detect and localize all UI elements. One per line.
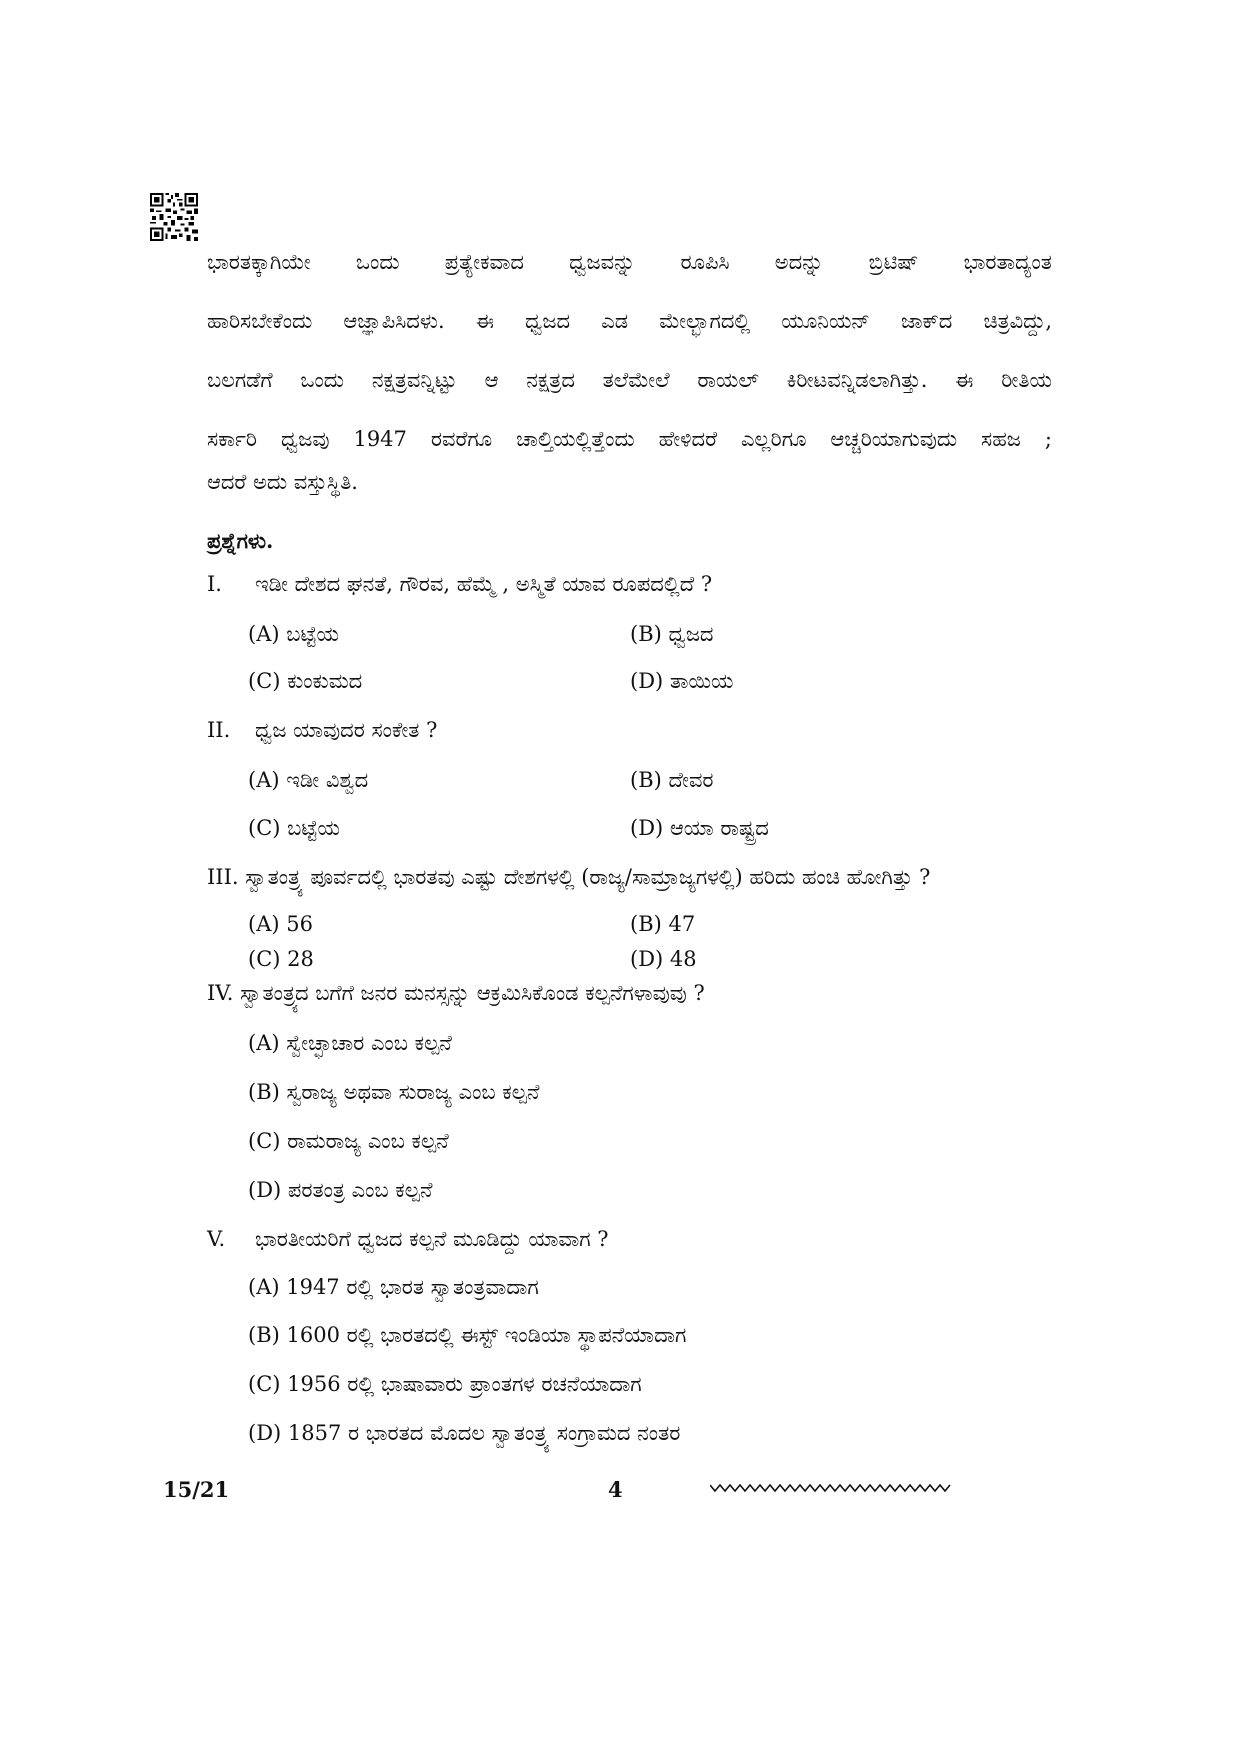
passage-word: ; bbox=[1044, 427, 1052, 451]
passage-word: ರೀತಿಯ bbox=[1001, 368, 1052, 392]
question-text: ಭಾರತೀಯರಿಗೆ ಧ್ವಜದ ಕಲ್ಪನೆ ಮೂಡಿದ್ದು ಯಾವಾಗ ? bbox=[255, 1227, 609, 1251]
question-2 bbox=[207, 718, 437, 743]
passage-word: ಬ್ರಿಟಿಷ್ bbox=[868, 250, 919, 274]
wavy-line-decoration bbox=[710, 1481, 960, 1495]
passage-word: ಭಾರತಕ್ಕಾಗಿಯೇ bbox=[207, 250, 311, 274]
passage-word: ಹಾರಿಸಬೇಕೆಂದು bbox=[207, 309, 313, 333]
passage-word: ಜಾಕ್‌ದ bbox=[901, 309, 953, 333]
passage-word: ರವರೆಗೂ bbox=[430, 427, 493, 451]
passage-word: ಧ್ವಜವು bbox=[280, 427, 330, 451]
page-number: 4 bbox=[608, 1477, 623, 1502]
passage-word: ಧ್ವಜವನ್ನು bbox=[569, 250, 636, 274]
passage-word: ಬಲಗಡೆಗೆ bbox=[207, 368, 273, 392]
passage-word: ಹೇಳಿದರೆ bbox=[658, 427, 718, 451]
option: (B) ಸ್ವರಾಜ್ಯ ಅಥವಾ ಸುರಾಜ್ಯ ಎಂಬ ಕಲ್ಪನೆ bbox=[248, 1080, 540, 1104]
question-text: ಇಡೀ ದೇಶದ ಘನತೆ, ಗೌರವ, ಹೆಮ್ಮೆ , ಅಸ್ಮಿತೆ ಯಾವ ರೂಪದಲ್ಲಿದೆ ? bbox=[255, 572, 713, 596]
passage-word: ಒಂದು bbox=[355, 250, 400, 274]
questions-heading: ಪ್ರಶ್ನೆಗಳು. bbox=[207, 528, 274, 553]
option: (A) ಬಟ್ಟೆಯ bbox=[248, 622, 340, 646]
option: (A) ಸ್ವೇಚ್ಛಾಚಾರ ಎಂಬ ಕಲ್ಪನೆ bbox=[248, 1031, 452, 1055]
question-text: ಸ್ವಾತಂತ್ರ್ಯ ಪೂರ್ವದಲ್ಲಿ ಭಾರತವು ಎಷ್ಟು ದೇಶಗಳಲ್ಲಿ (ರಾಜ್ಯ/ಸಾಮ್ರಾಜ್ಯಗಳಲ್ಲಿ) ಹರಿದು ಹಂಚಿ ಹೋಗಿತ್ತು ? bbox=[245, 865, 931, 889]
passage-word: ಕಿರೀಟವನ್ನಿಡಲಾಗಿತ್ತು. bbox=[786, 368, 928, 392]
option: (D) 1857 ರ ಭಾರತದ ಮೊದಲ ಸ್ವಾತಂತ್ರ್ಯ ಸಂಗ್ರಾಮದ ನಂತರ bbox=[248, 1421, 681, 1445]
passage-word: ಮೇಲ್ಭಾಗದಲ್ಲಿ bbox=[659, 309, 751, 333]
passage-word: ಅದನ್ನು bbox=[774, 250, 824, 274]
passage-word: ಎಲ್ಲರಿಗೂ bbox=[741, 427, 807, 451]
passage-word: ಸಹಜ bbox=[981, 427, 1021, 451]
passage-word: ಧ್ವಜದ bbox=[525, 309, 571, 333]
option: (D) ಪರತಂತ್ರ ಎಂಬ ಕಲ್ಪನೆ bbox=[248, 1178, 433, 1202]
option: (D) ತಾಯಿಯ bbox=[630, 669, 734, 693]
passage-word: ನಕ್ಷತ್ರದ bbox=[526, 368, 575, 392]
passage-word: ರೂಪಿಸಿ bbox=[680, 250, 730, 274]
passage-line bbox=[207, 250, 1052, 275]
question-1 bbox=[207, 572, 712, 597]
question-text: ಸ್ವಾತಂತ್ರ್ಯದ ಬಗೆಗೆ ಜನರ ಮನಸ್ಸನ್ನು ಆಕ್ರಮಿಸಿಕೊಂಡ ಕಲ್ಪನೆಗಳಾವುವು ? bbox=[240, 981, 705, 1005]
passage-word: ರಾಯಲ್ bbox=[697, 368, 759, 392]
passage-word: ಸರ್ಕಾರಿ bbox=[207, 427, 257, 451]
qr-code-icon bbox=[150, 193, 198, 241]
passage-line bbox=[207, 309, 1052, 334]
option: (C) 28 bbox=[248, 947, 314, 971]
question-4 bbox=[207, 981, 705, 1006]
passage-word: ಚಾಲ್ತಿಯಲ್ಲಿತ್ತೆಂದು bbox=[516, 427, 635, 451]
option: (A) ಇಡೀ ವಿಶ್ವದ bbox=[248, 768, 369, 792]
passage-word: ಯೂನಿಯನ್ bbox=[781, 309, 870, 333]
option: (C) ರಾಮರಾಜ್ಯ ಎಂಬ ಕಲ್ಪನೆ bbox=[248, 1129, 449, 1153]
question-text: ಧ್ವಜ ಯಾವುದರ ಸಂಕೇತ ? bbox=[255, 718, 438, 742]
passage-word: ಚಿತ್ರವಿದ್ದು, bbox=[983, 309, 1052, 333]
footer-code: 15/21 bbox=[163, 1477, 230, 1502]
option: (B) ಧ್ವಜದ bbox=[630, 622, 714, 646]
passage-word: ಭಾರತಾದ್ಯಂತ bbox=[963, 250, 1052, 274]
passage-line bbox=[207, 368, 1052, 393]
option: (B) 47 bbox=[630, 912, 696, 936]
question-number: V. bbox=[207, 1227, 226, 1251]
option: (C) ಬಟ್ಟೆಯ bbox=[248, 816, 340, 840]
option: (D) ಆಯಾ ರಾಷ್ಟ್ರದ bbox=[630, 816, 769, 840]
passage-word: ತಲೆಮೇಲೆ bbox=[602, 368, 670, 392]
option: (C) 1956 ರಲ್ಲಿ ಭಾಷಾವಾರು ಪ್ರಾಂತಗಳ ರಚನೆಯಾದಾಗ bbox=[248, 1372, 642, 1396]
passage-word: ನಕ್ಷತ್ರವನ್ನಿಟ್ಟು bbox=[371, 368, 457, 392]
passage-word: ಪ್ರತ್ಯೇಕವಾದ bbox=[444, 250, 524, 274]
passage-word: ಈ bbox=[475, 309, 494, 333]
passage-word: ಆ bbox=[484, 368, 499, 392]
passage-word: ಎಡ bbox=[601, 309, 629, 333]
option: (A) 56 bbox=[248, 912, 313, 936]
option: (B) 1600 ರಲ್ಲಿ ಭಾರತದಲ್ಲಿ ಈಸ್ಟ್ ಇಂಡಿಯಾ ಸ್ಥಾಪನೆಯಾದಾಗ bbox=[248, 1323, 687, 1347]
option: (C) ಕುಂಕುಮದ bbox=[248, 669, 363, 693]
question-number: I. bbox=[207, 572, 222, 596]
passage-word: ಆಜ್ಞಾಪಿಸಿದಳು. bbox=[343, 309, 445, 333]
passage-last-line: ಆದರೆ ಅದು ವಸ್ತುಸ್ಥಿತಿ. bbox=[207, 470, 358, 494]
option: (D) 48 bbox=[630, 947, 697, 971]
passage-word: 1947 bbox=[353, 427, 407, 451]
question-number: IV. bbox=[207, 981, 234, 1005]
option: (A) 1947 ರಲ್ಲಿ ಭಾರತ ಸ್ವಾತಂತ್ರವಾದಾಗ bbox=[248, 1275, 539, 1299]
passage-line bbox=[207, 427, 1052, 452]
passage-word: ಈ bbox=[955, 368, 974, 392]
option: (B) ದೇವರ bbox=[630, 768, 714, 792]
passage-word: ಒಂದು bbox=[300, 368, 345, 392]
passage-word: ಆಚ್ಚರಿಯಾಗುವುದು bbox=[830, 427, 958, 451]
question-5 bbox=[207, 1227, 609, 1252]
question-number: II. bbox=[207, 718, 231, 742]
question-number: III. bbox=[207, 865, 239, 889]
question-3 bbox=[207, 865, 930, 890]
